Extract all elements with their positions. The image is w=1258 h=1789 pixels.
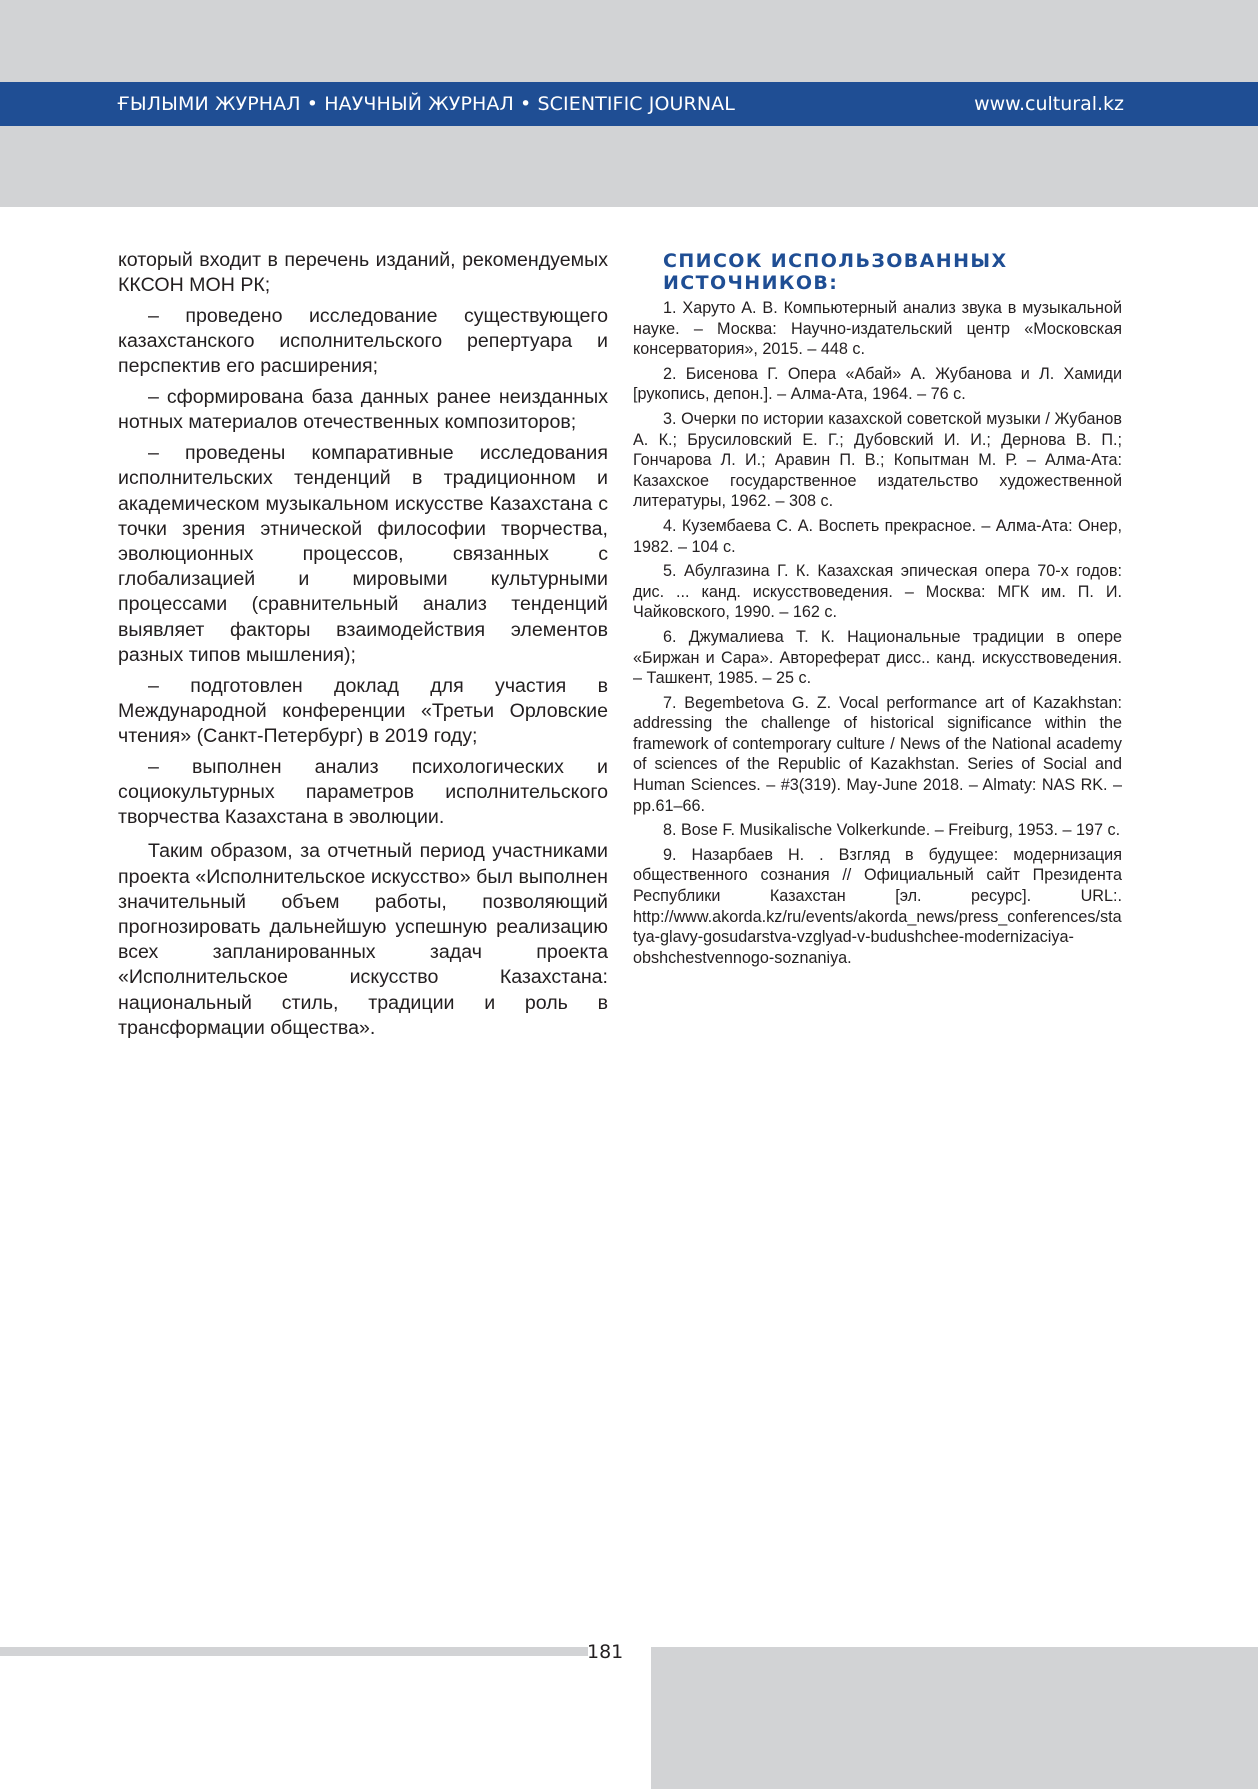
page-number: 181 (587, 1641, 624, 1663)
references-section (633, 250, 1122, 972)
references-heading: СПИСОК ИСПОЛЬЗОВАННЫХ ИСТОЧНИКОВ: (663, 250, 1008, 294)
journal-title: ҒЫЛЫМИ ЖУРНАЛ • НАУЧНЫЙ ЖУРНАЛ • SCIENTIFIC JOURNAL (117, 93, 735, 115)
reference-item: 2. Бисенова Г. Опера «Абай» А. Жубанова и Л. Хамиди [рукопись, депон.]. – Алма-Ата, 1964. – 76 с. (633, 364, 1122, 404)
reference-item: 6. Джумалиева Т. К. Национальные традиции в опере «Биржан и Сара». Автореферат дисс.. канд. искусствоведения. – Ташкент, 1985. – 25 с. (633, 627, 1122, 688)
conclusion-paragraph: Таким образом, за отчетный период участниками проекта «Исполнительское искусство» был выполнен значительный объем работы, позволяющий прогнозировать дальнейшую успешную реализацию всех запланированных задач проекта «Исполнительское искусство Казахстана: национальный стиль, традиции и роль в трансформации общества». (118, 840, 608, 1039)
body-paragraph: – сформирована база данных ранее неизданных нотных материалов отечественных композиторов; (118, 386, 608, 434)
reference-item: 8. Bose F. Musikalische Volkerkunde. – Freiburg, 1953. – 197 c. (663, 821, 1121, 840)
references-list (633, 298, 1122, 968)
footer-gray-block (651, 1647, 1258, 1789)
body-paragraph: – проведено исследование существующего казахстанского исполнительского репертуара и перспектив его расширения; (118, 305, 608, 378)
reference-item: 1. Харуто А. В. Компьютерный анализ звука в музыкальной науке. – Москва: Научно-издательский центр «Московская консерватория», 2015. – 448 с. (633, 299, 1122, 359)
reference-item: 4. Кузембаева С. А. Воспеть прекрасное. – Алма-Ата: Онер, 1982. – 104 с. (633, 516, 1122, 556)
reference-item: 5. Абулгазина Г. К. Казахская эпическая опера 70-х годов: дис. ... канд. искусствоведения. – Москва: МГК им. П. И. Чайковского, 1990. – 162 с. (633, 562, 1122, 622)
body-paragraph: – проведены компаративные исследования исполнительских тенденций в традиционном и академическом музыкальном искусстве Казахстана с точки зрения этнической философии творчества, эволюционных процессов, связанных с глобализацией и мировыми культурными процессами (сравнительный анализ тенденций выявляет факторы взаимодействия элементов разных типов мышления); (118, 442, 608, 666)
reference-item: 7. Begembetova G. Z. Vocal performance art of Kazakhstan: addressing the challenge of historical significance within the framework of contemporary culture / News of the National academy of sciences of the Republic of Kazakhstan. Series of Social and Human Sciences. – #3(319). May-June 2018. – Almaty: NAS RK. – pp.61–66. (633, 693, 1122, 815)
body-paragraph: который входит в перечень изданий, рекомендуемых ККСОН МОН РК; (118, 249, 608, 297)
reference-item: 3. Очерки по истории казахской советской музыки / Жубанов А. К.; Брусиловский Е. Г.; Дубовский И. И.; Дернова В. П.; Гончарова Л. И.; Аравин П. В.; Копытман М. Р. – Алма-Ата: Казахское государственное издательство художественной литературы, 1962. – 308 с. (633, 409, 1122, 511)
journal-website: www.cultural.kz (974, 93, 1124, 115)
reference-item: 9. Назарбаев Н. . Взгляд в будущее: модернизация общественного сознания // Официальный сайт Президента Республики Казахстан [эл. ресурс]. URL:. http://www.akorda.kz/ru/events/akorda_news/press_conferences/statya-glavy-gosudarstva-vzglyad-v-budushchee-modernizaciya-obshchestvennogo-soznaniya. (633, 845, 1122, 967)
body-paragraph: – подготовлен доклад для участия в Международной конференции «Третьи Орловские чтения» (Санкт-Петербург) в 2019 году; (118, 674, 608, 748)
body-paragraph: – выполнен анализ психологических и социокультурных параметров исполнительского творчества Казахстана в эволюции. (118, 755, 608, 829)
footer-rule (0, 1647, 588, 1656)
left-text-column (118, 248, 608, 1047)
journal-header-bar (0, 82, 1258, 126)
